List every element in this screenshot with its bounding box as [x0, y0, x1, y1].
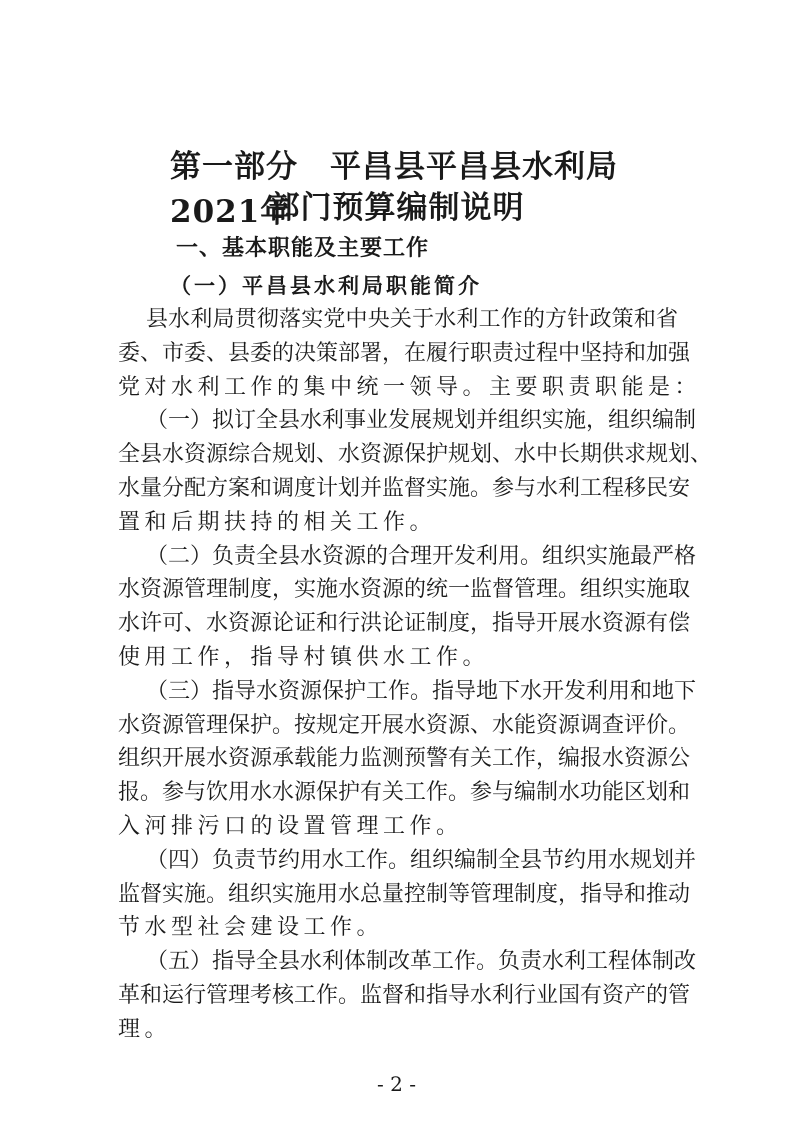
text-line: （五）指导全县水利体制改革工作。负责水利工程体制改 — [146, 949, 697, 975]
document-title-line-2: 部门预算编制说明 — [268, 190, 525, 226]
text-line: 水许可、水资源论证和行洪论证制度，指导开展水资源有偿 — [118, 611, 691, 637]
text-line: （三）指导水资源保护工作。指导地下水开发利用和地下 — [146, 678, 697, 704]
text-line: （二）负责全县水资源的合理开发利用。组织实施最严格 — [146, 543, 697, 569]
text-line: 组织开展水资源承载能力监测预警有关工作，编报水资源公 — [118, 746, 691, 772]
text-line: 委、市委、县委的决策部署，在履行职责过程中坚持和加强 — [118, 340, 691, 366]
paragraph — [118, 404, 713, 539]
text-line: 水量分配方案和调度计划并监督实施。参与水利工程移民安 — [118, 475, 691, 501]
text-line: 入河排污口的设置管理工作。 — [118, 813, 463, 839]
text-line: 节水型社会建设工作。 — [118, 915, 384, 941]
body-text — [118, 303, 713, 1047]
text-line: （一）拟订全县水利事业发展规划并组织实施，组织编制 — [146, 408, 697, 434]
text-line: （四）负责节约用水工作。组织编制全县节约用水规划并 — [146, 847, 697, 873]
paragraph — [118, 844, 697, 945]
text-line: 水资源管理制度，实施水资源的统一监督管理。组织实施取 — [118, 577, 691, 603]
text-line: 置和后期扶持的相关工作。 — [118, 509, 437, 535]
text-line: 革和运行管理考核工作。监督和指导水利行业国有资产的管 — [118, 982, 691, 1008]
text-line: 监督实施。组织实施用水总量控制等管理制度，指导和推动 — [118, 881, 691, 907]
text-line: 水资源管理保护。按规定开展水资源、水能资源调查评价。 — [118, 712, 691, 738]
text-line: 使用工作，指导村镇供水工作。 — [118, 644, 490, 670]
paragraph — [118, 675, 697, 844]
paragraph — [118, 945, 697, 1046]
paragraph — [118, 540, 697, 675]
text-line: 报。参与饮用水水源保护有关工作。参与编制水功能区划和 — [118, 780, 691, 806]
section-heading: 一、基本职能及主要工作 — [176, 236, 430, 261]
page-number: - 2 - — [377, 1072, 416, 1096]
text-line: 党对水利工作的集中统一领导。主要职责职能是： — [118, 374, 702, 400]
text-line: 县水利局贯彻落实党中央关于水利工作的方针政策和省 — [146, 307, 678, 332]
text-line: 全县水资源综合规划、水资源保护规划、水中长期供求规划、 — [118, 442, 713, 468]
subsection-heading: （一）平昌县水利局职能简介 — [170, 273, 482, 298]
document-title-line-1: 第一部分 平昌县平昌县水利局2021年 — [170, 149, 618, 230]
text-line: 理。 — [118, 1016, 172, 1042]
paragraph — [118, 303, 702, 404]
